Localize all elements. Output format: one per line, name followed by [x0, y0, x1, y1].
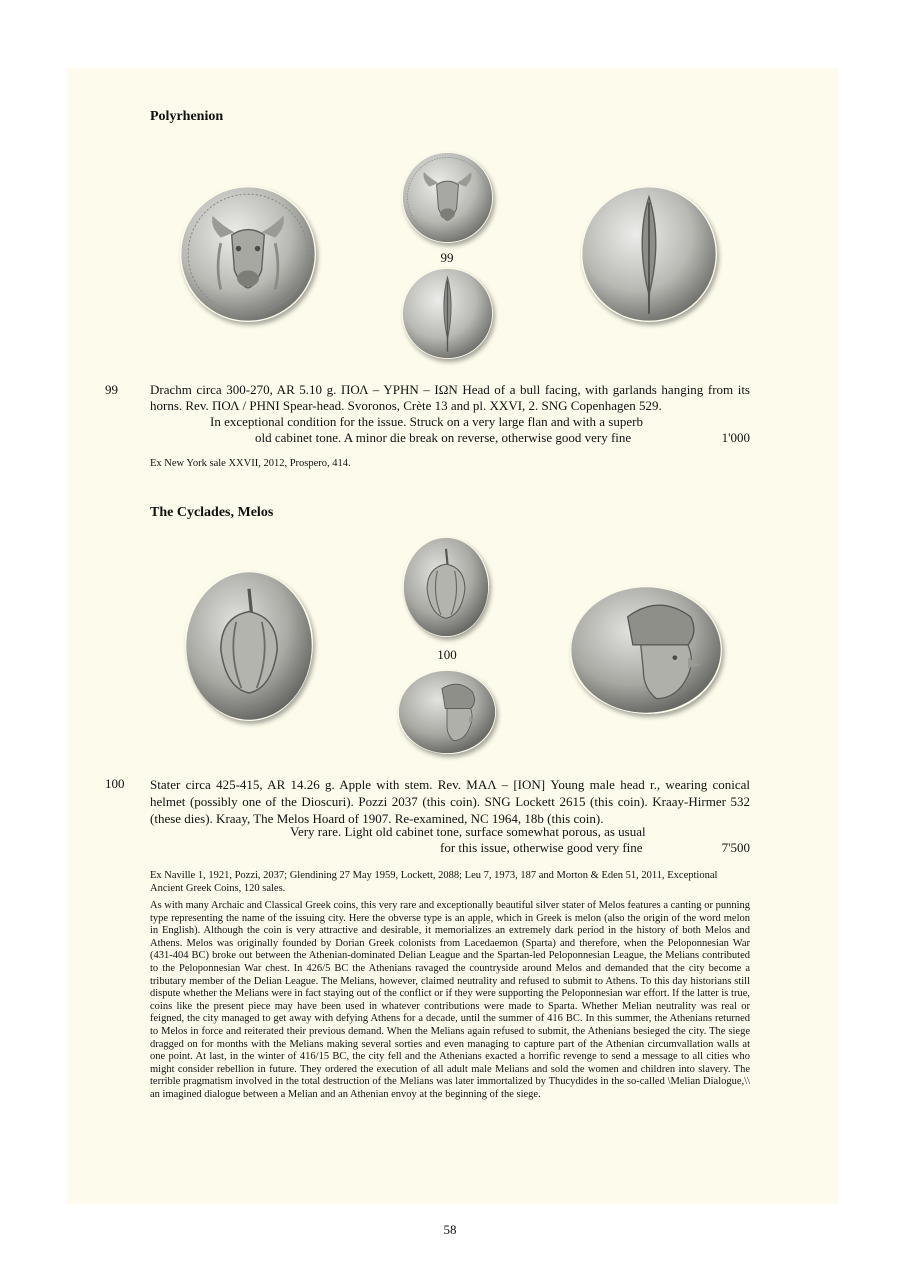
section-title-melos: The Cyclades, Melos: [150, 505, 274, 520]
coin-99-obverse-large: [180, 186, 316, 322]
coin-99-reverse-large: [581, 186, 717, 322]
lot-condition-100-line2: for this issue, otherwise good very fine: [440, 840, 643, 855]
coin-100-reverse-large: [570, 586, 722, 714]
coin-lot-label-99: 99: [440, 250, 454, 265]
lot-essay-100: As with many Archaic and Classical Greek coins, this very rare and exceptionally beautiful silver stater of Melos features a canting or punning type representing the name of the issuing city. Here the obverse type is an apple, which in Greek is melon (also the origin of the word melon in English). Although the coin is very attractive and desirable, it memorializes an extremely dark period in the history of both Melos and Athens. Melos was originally founded by Dorian Greek colonists from Lacedaemon (Sparta) and therefore, when the Peloponnesian War (431-404 BC) broke out between the Athenian-dominated Delian League and the Spartan-led Peloponnesian League, the Melians contributed to the Peloponnesian War chest. In 426/5 BC the Athenians ravaged the countryside around Melos and demanded that the city become a tributary member of the Delian League. The Melians, however, claimed neutrality and refused to submit to Athens. To this day historians still dispute whether the Melians were in fact staying out of the conflict or if they were supporting the Peloponnesian war effort. If the latter is true, coins like the present piece may have been used in whatever contributions were made to Sparta. Whether Melian neutrality was real or feigned, the city managed to get away with defying Athens for a decade, until the summer of 416 BC. In this summer, the Athenians returned to Melos in force and reiterated their previous demand. When the Melians again refused to submit, the Athenians besieged the city. The siege dragged on for months with the Melians making several sorties and even managing to capture part of the Athenian circumvallation walls at one point. At last, in the winter of 416/15 BC, the city fell and the Athenians exacted a horrific revenge to send a message to all cities who might consider rebellion in future. They ordered the execution of all adult male Melians and sold the women and children into slavery. The terrible pragmatism involved in the total destruction of the Melians was later immortalized by Thucydides in the so-called \Melian Dialogue,\\ an imagined dialogue between a Melian and an Athenian envoy at the beginning of the siege.: [150, 900, 750, 1100]
lot-price-99: 1'000: [721, 430, 750, 445]
coin-100-obverse-small: [403, 537, 489, 637]
coin-99-obverse-small: [402, 152, 493, 243]
coin-lot-label-100: 100: [437, 647, 457, 662]
lot-condition-99-line2: old cabinet tone. A minor die break on reverse, otherwise good very fine: [255, 430, 632, 445]
section-title-polyrhenion: Polyrhenion: [150, 109, 224, 124]
coin-99-reverse-small: [402, 268, 493, 359]
lot-provenance-100: Ex Naville 1, 1921, Pozzi, 2037; Glendining 27 May 1959, Lockett, 2088; Leu 7, 1973, 187 and Morton & Eden 51, 2011, Exceptional Ancient Greek Coins, 120 sales.: [150, 870, 718, 894]
lot-number-100: 100: [105, 776, 125, 791]
lot-condition-99-line1: In exceptional condition for the issue. Struck on a very large flan and with a superb: [210, 414, 643, 429]
lot-price-100: 7'500: [721, 840, 750, 855]
coin-100-obverse-large: [185, 571, 313, 721]
lot-description-99: Drachm circa 300-270, AR 5.10 g. ΠΟΛ – ΥΡΗΝ – ΙΩΝ Head of a bull facing, with garlands hanging from its horns. Rev. ΠΟΛ / ΡΗΝΙ Spear-head. Svoronos, Crète 13 and pl. XXVI, 2. SNG Copenhagen 529.: [150, 382, 750, 413]
lot-provenance-99: Ex New York sale XXVII, 2012, Prospero, 414.: [150, 458, 351, 469]
page-number: 58: [443, 1222, 457, 1237]
coin-100-reverse-small: [398, 670, 496, 754]
lot-description-100: Stater circa 425-415, AR 14.26 g. Apple with stem. Rev. ΜΑΛ – [ΙΟΝ] Young male head r., wearing conical helmet (possibly one of the Dioscuri). Pozzi 2037 (this coin). SNG Lockett 2615 (this coin). Kraay-Hirmer 532 (these dies). Kraay, The Melos Hoard of 1907. Re-examined, NC 1964, 18b (this coin).: [150, 777, 750, 826]
lot-condition-100-line1: Very rare. Light old cabinet tone, surface somewhat porous, as usual: [290, 824, 646, 839]
lot-number-99: 99: [105, 382, 118, 397]
